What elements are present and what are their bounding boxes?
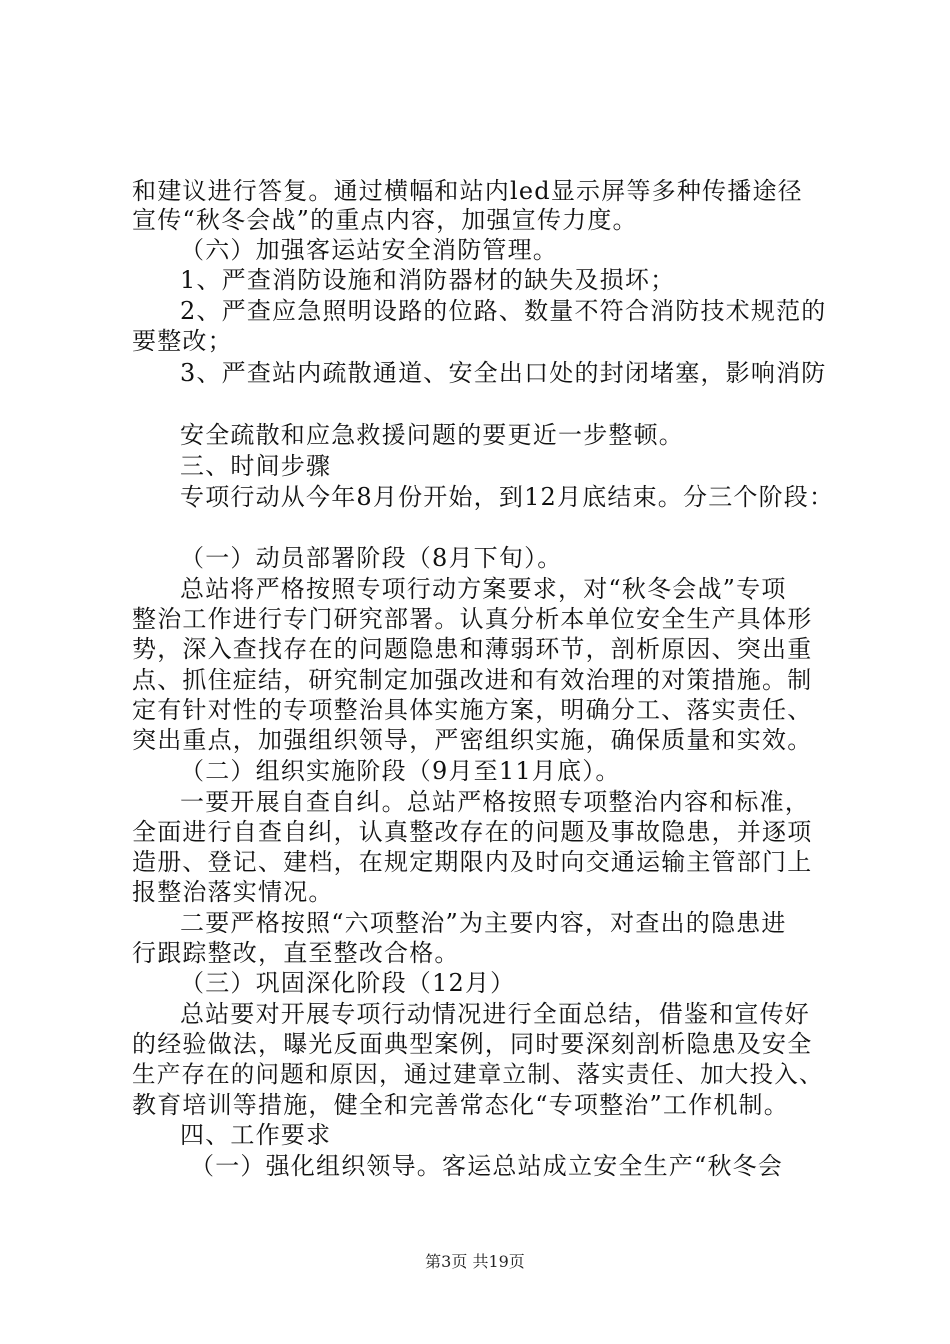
text-line: 教育培训等措施，健全和完善常态化“专项整治”工作机制。 bbox=[132, 1091, 789, 1119]
text-line: 造册、登记、建档，在规定期限内及时向交通运输主管部门上 bbox=[132, 848, 813, 876]
text-line: 总站将严格按照专项行动方案要求，对“秋冬会战”专项 bbox=[180, 575, 787, 603]
list-item: 2、严查应急照明设路的位路、数量不符合消防技术规范的 bbox=[180, 297, 827, 325]
text-line: 整治工作进行专门研究部署。认真分析本单位安全生产具体形 bbox=[132, 605, 813, 633]
section-heading: 三、时间步骤 bbox=[180, 452, 332, 480]
text-line: 突出重点，加强组织领导，严密组织实施，确保质量和实效。 bbox=[132, 726, 813, 754]
section-heading: （六）加强客运站安全消防管理。 bbox=[180, 236, 558, 264]
text-line: 行跟踪整改，直至整改合格。 bbox=[132, 939, 460, 967]
section-heading: （一）动员部署阶段（8月下旬）。 bbox=[180, 544, 563, 572]
text-line: 总站要对开展专项行动情况进行全面总结，借鉴和宣传好 bbox=[180, 1000, 810, 1028]
section-heading: 四、工作要求 bbox=[180, 1121, 332, 1149]
text-line: 报整治落实情况。 bbox=[132, 878, 334, 906]
text-line: 宣传“秋冬会战”的重点内容，加强宣传力度。 bbox=[132, 206, 638, 234]
list-item: 3、严查站内疏散通道、安全出口处的封闭堵塞，影响消防 bbox=[180, 359, 827, 387]
text-line: 一要开展自查自纠。总站严格按照专项整治内容和标准， bbox=[180, 788, 810, 816]
page-number-footer: 第3页 共19页 bbox=[425, 1252, 525, 1271]
section-heading: （二）组织实施阶段（9月至11月底）。 bbox=[180, 757, 621, 785]
text-line: 的经验做法，曝光反面典型案例，同时要深刻剖析隐患及安全 bbox=[132, 1030, 813, 1058]
text-line: 定有针对性的专项整治具体实施方案，明确分工、落实责任、 bbox=[132, 696, 813, 724]
text-line: 要整改； bbox=[132, 327, 233, 355]
text-line: 点、抓住症结，研究制定加强改进和有效治理的对策措施。制 bbox=[132, 666, 813, 694]
text-line: 二要严格按照“六项整治”为主要内容，对查出的隐患进 bbox=[180, 909, 787, 937]
text-line: 专项行动从今年8月份开始，到12月底结束。分三个阶段： bbox=[180, 483, 835, 511]
section-heading: （一）强化组织领导。客运总站成立安全生产“秋冬会 bbox=[190, 1152, 784, 1180]
text-line: 和建议进行答复。通过横幅和站内led显示屏等多种传播途径 bbox=[132, 177, 803, 205]
text-line: 生产存在的问题和原因，通过建章立制、落实责任、加大投入、 bbox=[132, 1060, 824, 1088]
text-line: 势，深入查找存在的问题隐患和薄弱环节，剖析原因、突出重 bbox=[132, 635, 813, 663]
section-heading: （三）巩固深化阶段（12月） bbox=[180, 969, 516, 997]
list-item: 1、严查消防设施和消防器材的缺失及损坏； bbox=[180, 266, 676, 294]
text-line: 安全疏散和应急救援问题的要更近一步整顿。 bbox=[180, 421, 684, 449]
text-line: 全面进行自查自纠，认真整改存在的问题及事故隐患，并逐项 bbox=[132, 818, 813, 846]
